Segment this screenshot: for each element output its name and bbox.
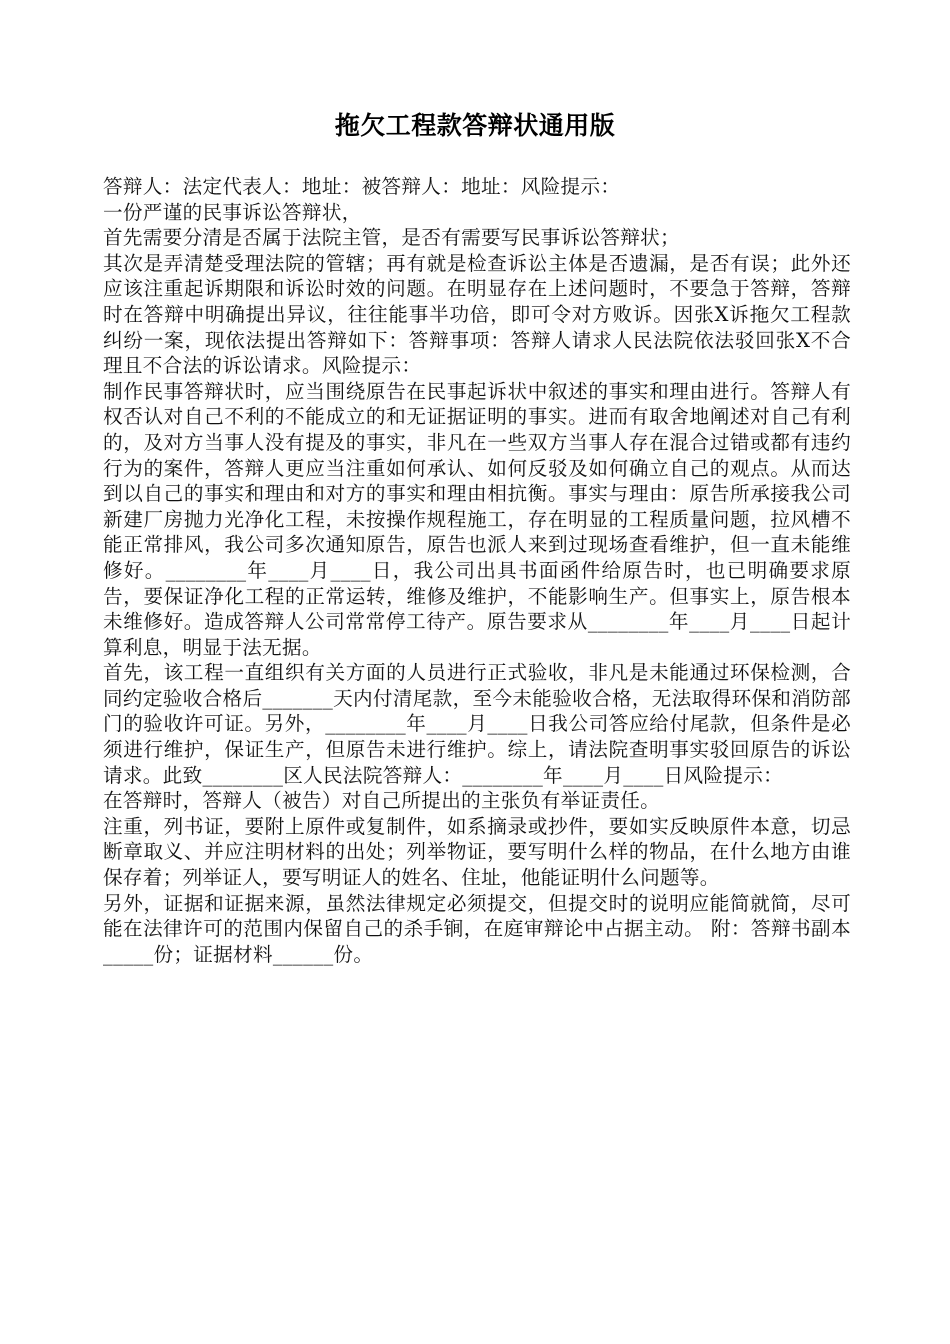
paragraph-attachments: 另外，证据和证据来源，虽然法律规定必须提交，但提交时的说明应能简就简，尽可能在法律许可的范围内保留自己的杀手锏，在庭审辩论中占据主动。 附：答辩书副本_____份；证据材料______份。 xyxy=(103,891,851,966)
paragraph-acceptance: 首先，该工程一直组织有关方面的人员进行正式验收，非凡是未能通过环保检测，合同约定验收合格后_______天内付清尾款，至今未能验收合格，无法取得环保和消防部门的验收许可证。另外，________年____月____日我公司答应给付尾款，但条件是必须进行维护，保证生产，但原告未进行维护。综上，请法院查明事实驳回原告的诉讼请求。此致________区人民法院答辩人：________年____月____日风险提示： xyxy=(103,661,851,787)
paragraph-parties: 答辩人：法定代表人：地址：被答辩人：地址：风险提示： xyxy=(103,175,621,198)
document-title: 拖欠工程款答辩状通用版 xyxy=(334,111,616,140)
paragraph-evidence-listing: 注重，列书证，要附上原件或复制件，如系摘录或抄件，要如实反映原件本意，切忌断章取义、并应注明材料的出处；列举物证，要写明什么样的物品，在什么地方由谁保存着；列举证人，要写明证人的姓名、住址，他能证明什么问题等。 xyxy=(103,814,851,890)
paragraph-jurisdiction: 首先需要分清是否属于法院主管，是否有需要写民事诉讼答辩状； xyxy=(103,226,680,250)
paragraph-intro: 一份严谨的民事诉讼答辩状， xyxy=(103,200,362,224)
paragraph-defense-items: 其次是弄清楚受理法院的管辖；再有就是检查诉讼主体是否遗漏，是否有误；此外还应该注重起诉期限和诉讼时效的问题。在明显存在上述问题时，不要急于答辩，答辩时在答辩中明确提出异议，往往能事半功倍，即可令对方败诉。因张X诉拖欠工程款纠纷一案，现依法提出答辩如下：答辩事项：答辩人请求人民法院依法驳回张X不合理且不合法的诉讼请求。风险提示： xyxy=(103,251,851,378)
paragraph-facts-reasons: 制作民事答辩状时，应当围绕原告在民事起诉状中叙述的事实和理由进行。答辩人有权否认对自己不利的不能成立的和无证据证明的事实。进而有取舍地阐述对自己有利的，及对方当事人没有提及的事实，非凡在一些双方当事人存在混合过错或都有违约行为的案件，答辩人更应当注重如何承认、如何反驳及如何确立自己的观点。从而达到以自己的事实和理由和对方的事实和理由相抗衡。事实与理由：原告所承接我公司新建厂房抛力光净化工程，未按操作规程施工，存在明显的工程质量问题，拉风槽不能正常排风，我公司多次通知原告，原告也派人来到过现场查看维护，但一直未能维修好。________年____月____日，我公司出具书面函件给原告时，也已明确要求原告，要保证净化工程的正常运转，维修及维护，不能影响生产。但事实上，原告根本未维修好。造成答辩人公司常常停工待产。原告要求从________年____月____日起计算利息，明显于法无据。 xyxy=(103,379,851,659)
paragraph-burden-of-proof: 在答辩时，答辩人（被告）对自己所提出的主张负有举证责任。 xyxy=(103,789,661,813)
document-body xyxy=(103,174,851,967)
